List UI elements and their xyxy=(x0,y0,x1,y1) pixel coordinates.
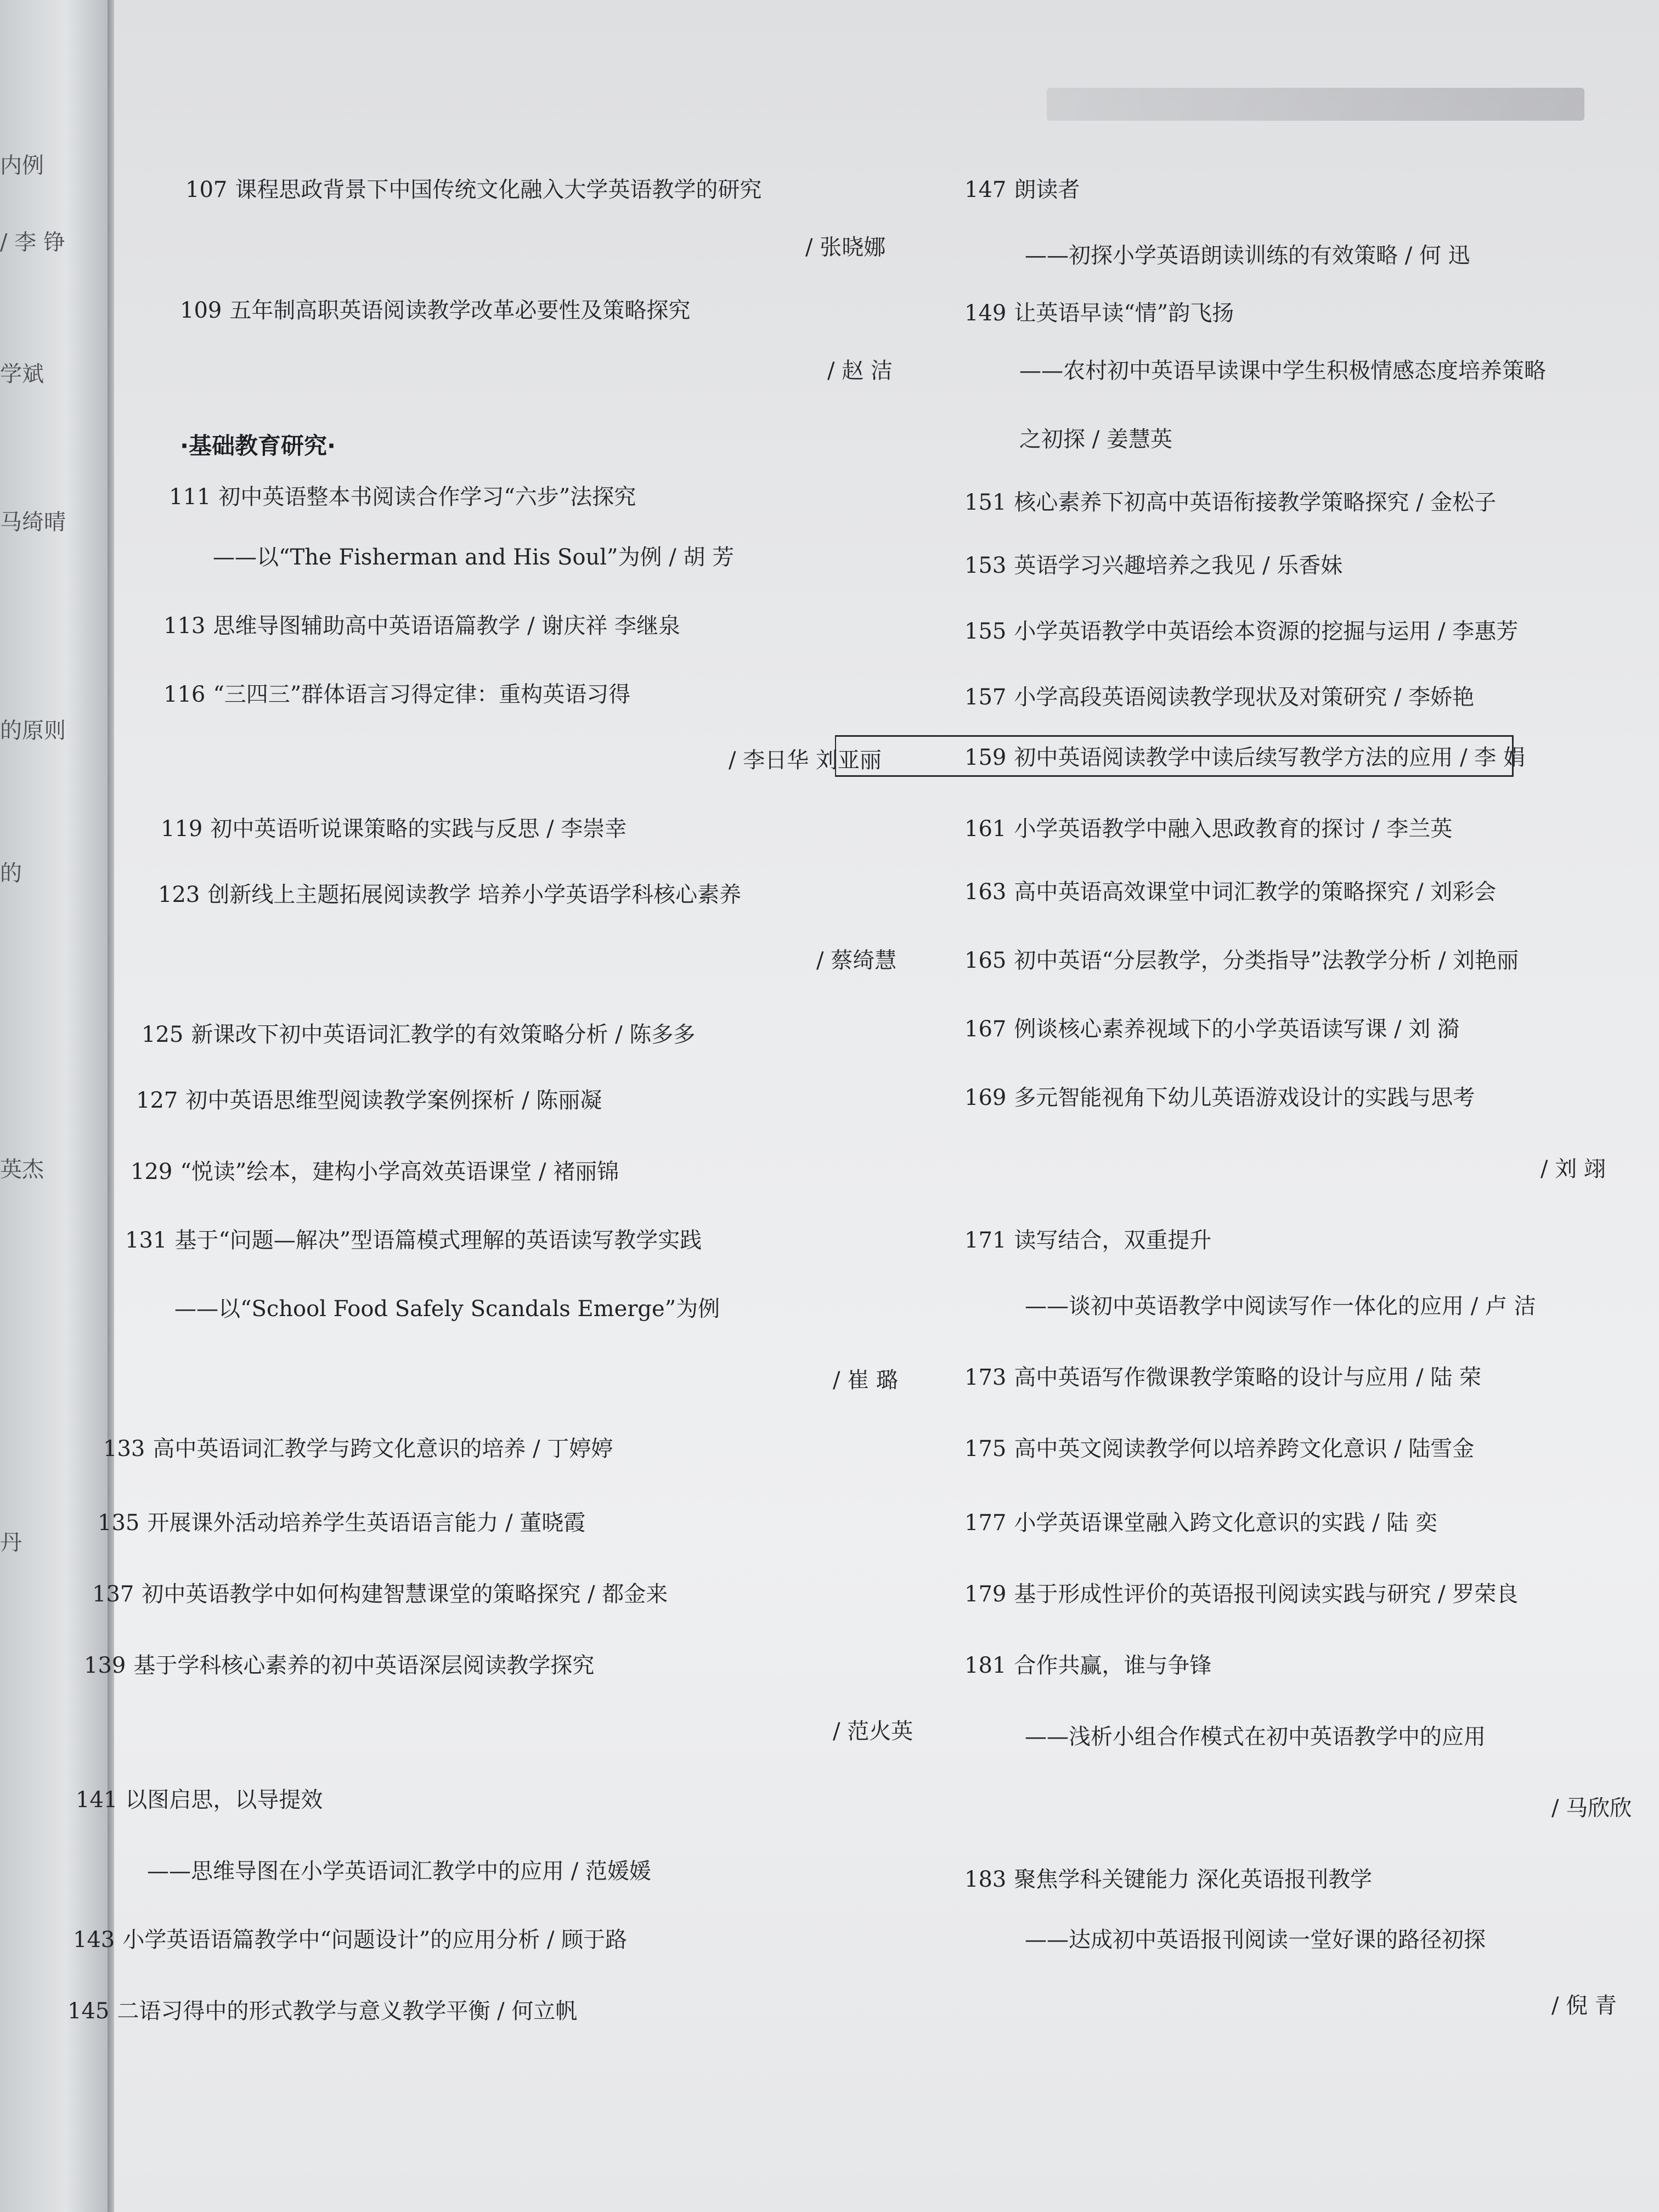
page-number: 113 xyxy=(163,613,206,639)
entry-title: 五年制高职英语阅读教学改革必要性及策略探究 xyxy=(229,298,691,323)
toc-entry-continuation xyxy=(1025,1723,1486,1751)
toc-entry xyxy=(161,815,627,843)
toc-entry-continuation xyxy=(833,1366,898,1395)
prev-page-fragment: 马绮晴 xyxy=(0,510,66,535)
page-number: 145 xyxy=(67,1999,110,2024)
toc-entry-continuation xyxy=(1019,425,1172,454)
page-number: 135 xyxy=(98,1510,140,1536)
page-number: 167 xyxy=(964,1017,1007,1042)
toc-entry-continuation xyxy=(1025,1926,1486,1954)
page-number: 111 xyxy=(169,484,211,510)
entry-title: 初中英语阅读教学中读后续写教学方法的应用 / 李 娟 xyxy=(1014,745,1525,770)
entry-title: 初中英语听说课策略的实践与反思 / 李崇幸 xyxy=(210,816,627,842)
entry-title: 高中英语词汇教学与跨文化意识的培养 / 丁婷婷 xyxy=(153,1436,613,1462)
page-number: 163 xyxy=(964,879,1007,905)
entry-title: / 崔 璐 xyxy=(833,1368,898,1393)
entry-title: 基于“问题—解决”型语篇模式理解的英语读写教学实践 xyxy=(174,1228,702,1253)
page-number: 181 xyxy=(964,1653,1007,1678)
page-number: 155 xyxy=(964,619,1007,644)
page-number: 175 xyxy=(964,1436,1007,1462)
entry-title: / 马欣欣 xyxy=(1551,1796,1632,1821)
toc-entry xyxy=(964,1509,1437,1537)
page-number: 147 xyxy=(964,177,1007,202)
toc-entry-continuation xyxy=(1025,1292,1536,1321)
toc-entry xyxy=(136,1086,602,1115)
page-number: 119 xyxy=(161,816,203,842)
toc-entry xyxy=(67,1997,577,2025)
page-number: 151 xyxy=(964,490,1007,515)
toc-entry xyxy=(131,1158,619,1186)
page-number: 139 xyxy=(84,1653,126,1678)
entry-title: 小学英语语篇教学中“问题设计”的应用分析 / 顾于路 xyxy=(122,1927,628,1953)
entry-title: 高中英语高效课堂中词汇教学的策略探究 / 刘彩会 xyxy=(1014,879,1497,905)
page-number: 107 xyxy=(185,177,228,202)
toc-entry-continuation xyxy=(1551,1794,1632,1822)
toc-entry-continuation xyxy=(805,233,885,262)
entry-title: 基于学科核心素养的初中英语深层阅读教学探究 xyxy=(133,1653,595,1678)
toc-entry-continuation xyxy=(1551,1991,1617,2020)
toc-entry xyxy=(964,1651,1211,1680)
toc-entry-continuation xyxy=(816,946,896,975)
toc-entry xyxy=(964,683,1474,712)
entry-title: 之初探 / 姜慧英 xyxy=(1019,427,1172,452)
contents-page xyxy=(67,0,1659,2212)
toc-entry xyxy=(964,299,1234,328)
entry-title: ——初探小学英语朗读训练的有效策略 / 何 迅 xyxy=(1025,243,1470,268)
toc-entry xyxy=(964,1435,1474,1463)
toc-entry xyxy=(964,815,1452,843)
toc-entry xyxy=(163,680,630,709)
toc-entry-continuation xyxy=(833,1717,913,1746)
toc-entry xyxy=(125,1226,702,1255)
section-title: ·基础教育研究· xyxy=(180,432,336,459)
page-number: 157 xyxy=(964,685,1007,710)
entry-title: ——达成初中英语报刊阅读一堂好课的路径初探 xyxy=(1025,1927,1486,1953)
toc-entry xyxy=(142,1020,695,1049)
entry-title: 初中英语教学中如何构建智慧课堂的策略探究 / 都金来 xyxy=(142,1582,668,1607)
toc-entry-continuation xyxy=(174,1295,720,1323)
toc-entry xyxy=(964,1865,1372,1894)
prev-page-fragment: 的 xyxy=(0,861,22,886)
page-number: 159 xyxy=(964,745,1007,770)
previous-page-edge xyxy=(0,0,110,2212)
prev-page-fragment: / 李 铮 xyxy=(0,230,65,255)
toc-entry xyxy=(73,1926,627,1954)
entry-title: 读写结合，双重提升 xyxy=(1014,1228,1212,1253)
entry-title: 英语学习兴趣培养之我见 / 乐香妹 xyxy=(1014,553,1343,578)
entry-title: 核心素养下初高中英语衔接教学策略探究 / 金松子 xyxy=(1014,490,1497,515)
entry-title: ——浅析小组合作模式在初中英语教学中的应用 xyxy=(1025,1724,1486,1750)
toc-entry xyxy=(964,551,1342,580)
toc-entry xyxy=(163,612,680,640)
toc-entry-continuation xyxy=(1019,357,1546,385)
entry-title: 高中英语写作微课教学策略的设计与应用 / 陆 荣 xyxy=(1014,1365,1481,1390)
entry-title: 合作共赢，谁与争锋 xyxy=(1014,1653,1212,1678)
page-number: 183 xyxy=(964,1867,1007,1892)
entry-title: “悦读”绘本，建构小学高效英语课堂 / 褚丽锦 xyxy=(180,1159,619,1184)
entry-title: 小学英语教学中融入思政教育的探讨 / 李兰英 xyxy=(1014,816,1453,842)
entry-title: 思维导图辅助高中英语语篇教学 / 谢庆祥 李继泉 xyxy=(213,613,680,639)
entry-title: 小学高段英语阅读教学现状及对策研究 / 李娇艳 xyxy=(1014,685,1475,710)
prev-page-fragment: 丹 xyxy=(0,1530,22,1555)
page-number: 125 xyxy=(142,1022,184,1047)
entry-title: 创新线上主题拓展阅读教学 培养小学英语学科核心素养 xyxy=(207,882,742,907)
page-number: 171 xyxy=(964,1228,1007,1253)
toc-entry xyxy=(964,176,1080,204)
page-number: 127 xyxy=(136,1088,178,1113)
entry-title: / 蔡绮慧 xyxy=(816,948,897,973)
page-number: 141 xyxy=(76,1787,118,1813)
entry-title: 多元智能视角下幼儿英语游戏设计的实践与思考 xyxy=(1014,1085,1475,1110)
page-number: 169 xyxy=(964,1085,1007,1110)
page-number: 137 xyxy=(92,1582,134,1607)
entry-title: / 张晓娜 xyxy=(805,235,886,260)
entry-title: 二语习得中的形式教学与意义教学平衡 / 何立帆 xyxy=(117,1999,578,2024)
entry-title: 开展课外活动培养学生英语语言能力 / 董晓霞 xyxy=(147,1510,586,1536)
entry-title: 小学英语教学中英语绘本资源的挖掘与运用 / 李惠芳 xyxy=(1014,619,1519,644)
page-number: 131 xyxy=(125,1228,167,1253)
toc-entry xyxy=(964,617,1518,646)
bleed-through-header xyxy=(1047,88,1584,121)
entry-title: 新课改下初中英语词汇教学的有效策略分析 / 陈多多 xyxy=(191,1022,696,1047)
toc-entry xyxy=(964,1226,1211,1255)
entry-title: ——谈初中英语教学中阅读写作一体化的应用 / 卢 洁 xyxy=(1025,1294,1536,1319)
page-number: 177 xyxy=(964,1510,1007,1536)
toc-entry xyxy=(169,483,636,511)
entry-title: / 刘 翊 xyxy=(1541,1156,1606,1182)
entry-title: 小学英语课堂融入跨文化意识的实践 / 陆 奕 xyxy=(1014,1510,1437,1536)
entry-title: 让英语早读“情”韵飞扬 xyxy=(1014,301,1234,326)
page-number: 153 xyxy=(964,553,1007,578)
toc-entry xyxy=(76,1786,323,1814)
page-number: 143 xyxy=(73,1927,115,1953)
entry-title: 初中英语思维型阅读教学案例探析 / 陈丽凝 xyxy=(185,1088,602,1113)
toc-entry xyxy=(964,946,1519,975)
page-number: 116 xyxy=(163,682,206,707)
entry-title: 例谈核心素养视域下的小学英语读写课 / 刘 漪 xyxy=(1014,1017,1459,1042)
entry-title: / 范火英 xyxy=(833,1719,913,1744)
toc-entry-continuation xyxy=(1025,241,1470,270)
toc-entry-continuation xyxy=(213,543,734,572)
toc-entry xyxy=(964,1015,1459,1043)
page-number: 161 xyxy=(964,816,1007,842)
toc-entry-continuation xyxy=(827,357,893,385)
toc-entry-continuation xyxy=(1541,1155,1606,1183)
toc-entry xyxy=(964,1363,1481,1392)
toc-entry-continuation xyxy=(147,1857,651,1886)
entry-title: ——以“School Food Safely Scandals Emerge”为例 xyxy=(174,1296,720,1322)
entry-title: ——农村初中英语早读课中学生积极情感态度培养策略 xyxy=(1019,358,1546,383)
entry-title: ——以“The Fisherman and His Soul”为例 / 胡 芳 xyxy=(213,545,735,570)
entry-title: 朗读者 xyxy=(1014,177,1080,202)
page-number: 179 xyxy=(964,1582,1007,1607)
entry-title: 初中英语“分层教学，分类指导”法教学分析 / 刘艳丽 xyxy=(1014,948,1519,973)
entry-title: 高中英文阅读教学何以培养跨文化意识 / 陆雪金 xyxy=(1014,1436,1475,1462)
page-number: 129 xyxy=(131,1159,173,1184)
entry-title: 课程思政背景下中国传统文化融入大学英语教学的研究 xyxy=(235,177,762,202)
prev-page-fragment: 英杰 xyxy=(0,1157,44,1182)
toc-entry xyxy=(103,1435,613,1463)
entry-title: 初中英语整本书阅读合作学习“六步”法探究 xyxy=(218,484,636,510)
entry-title: / 倪 青 xyxy=(1551,1993,1617,2018)
toc-entry xyxy=(964,1084,1475,1112)
entry-title: “三四三”群体语言习得定律：重构英语习得 xyxy=(213,682,631,707)
page-number: 149 xyxy=(964,301,1007,326)
page-number: 109 xyxy=(180,298,222,323)
entry-title: 基于形成性评价的英语报刊阅读实践与研究 / 罗荣良 xyxy=(1014,1582,1519,1607)
page-number: 165 xyxy=(964,948,1007,973)
page-number: 173 xyxy=(964,1365,1007,1390)
entry-title: 以图启思，以导提效 xyxy=(125,1787,323,1813)
toc-entry xyxy=(964,878,1496,906)
toc-entry xyxy=(180,296,690,325)
toc-entry xyxy=(92,1580,668,1609)
page-number: 133 xyxy=(103,1436,145,1462)
toc-entry xyxy=(964,488,1496,517)
entry-title: / 李日华 刘亚丽 xyxy=(729,748,882,773)
toc-entry xyxy=(964,1580,1518,1609)
entry-title: / 赵 洁 xyxy=(827,358,893,383)
page-number: 123 xyxy=(158,882,200,907)
prev-page-fragment: 内例 xyxy=(0,153,44,178)
toc-entry xyxy=(185,176,761,204)
entry-title: ——思维导图在小学英语词汇教学中的应用 / 范媛媛 xyxy=(147,1859,651,1884)
highlight-box xyxy=(835,735,1514,777)
prev-page-fragment: 学斌 xyxy=(0,362,44,387)
entry-title: 聚焦学科关键能力 深化英语报刊教学 xyxy=(1014,1867,1373,1892)
toc-entry xyxy=(158,881,741,909)
toc-entry xyxy=(84,1651,594,1680)
prev-page-fragment: 的原则 xyxy=(0,718,66,743)
toc-entry xyxy=(98,1509,585,1537)
